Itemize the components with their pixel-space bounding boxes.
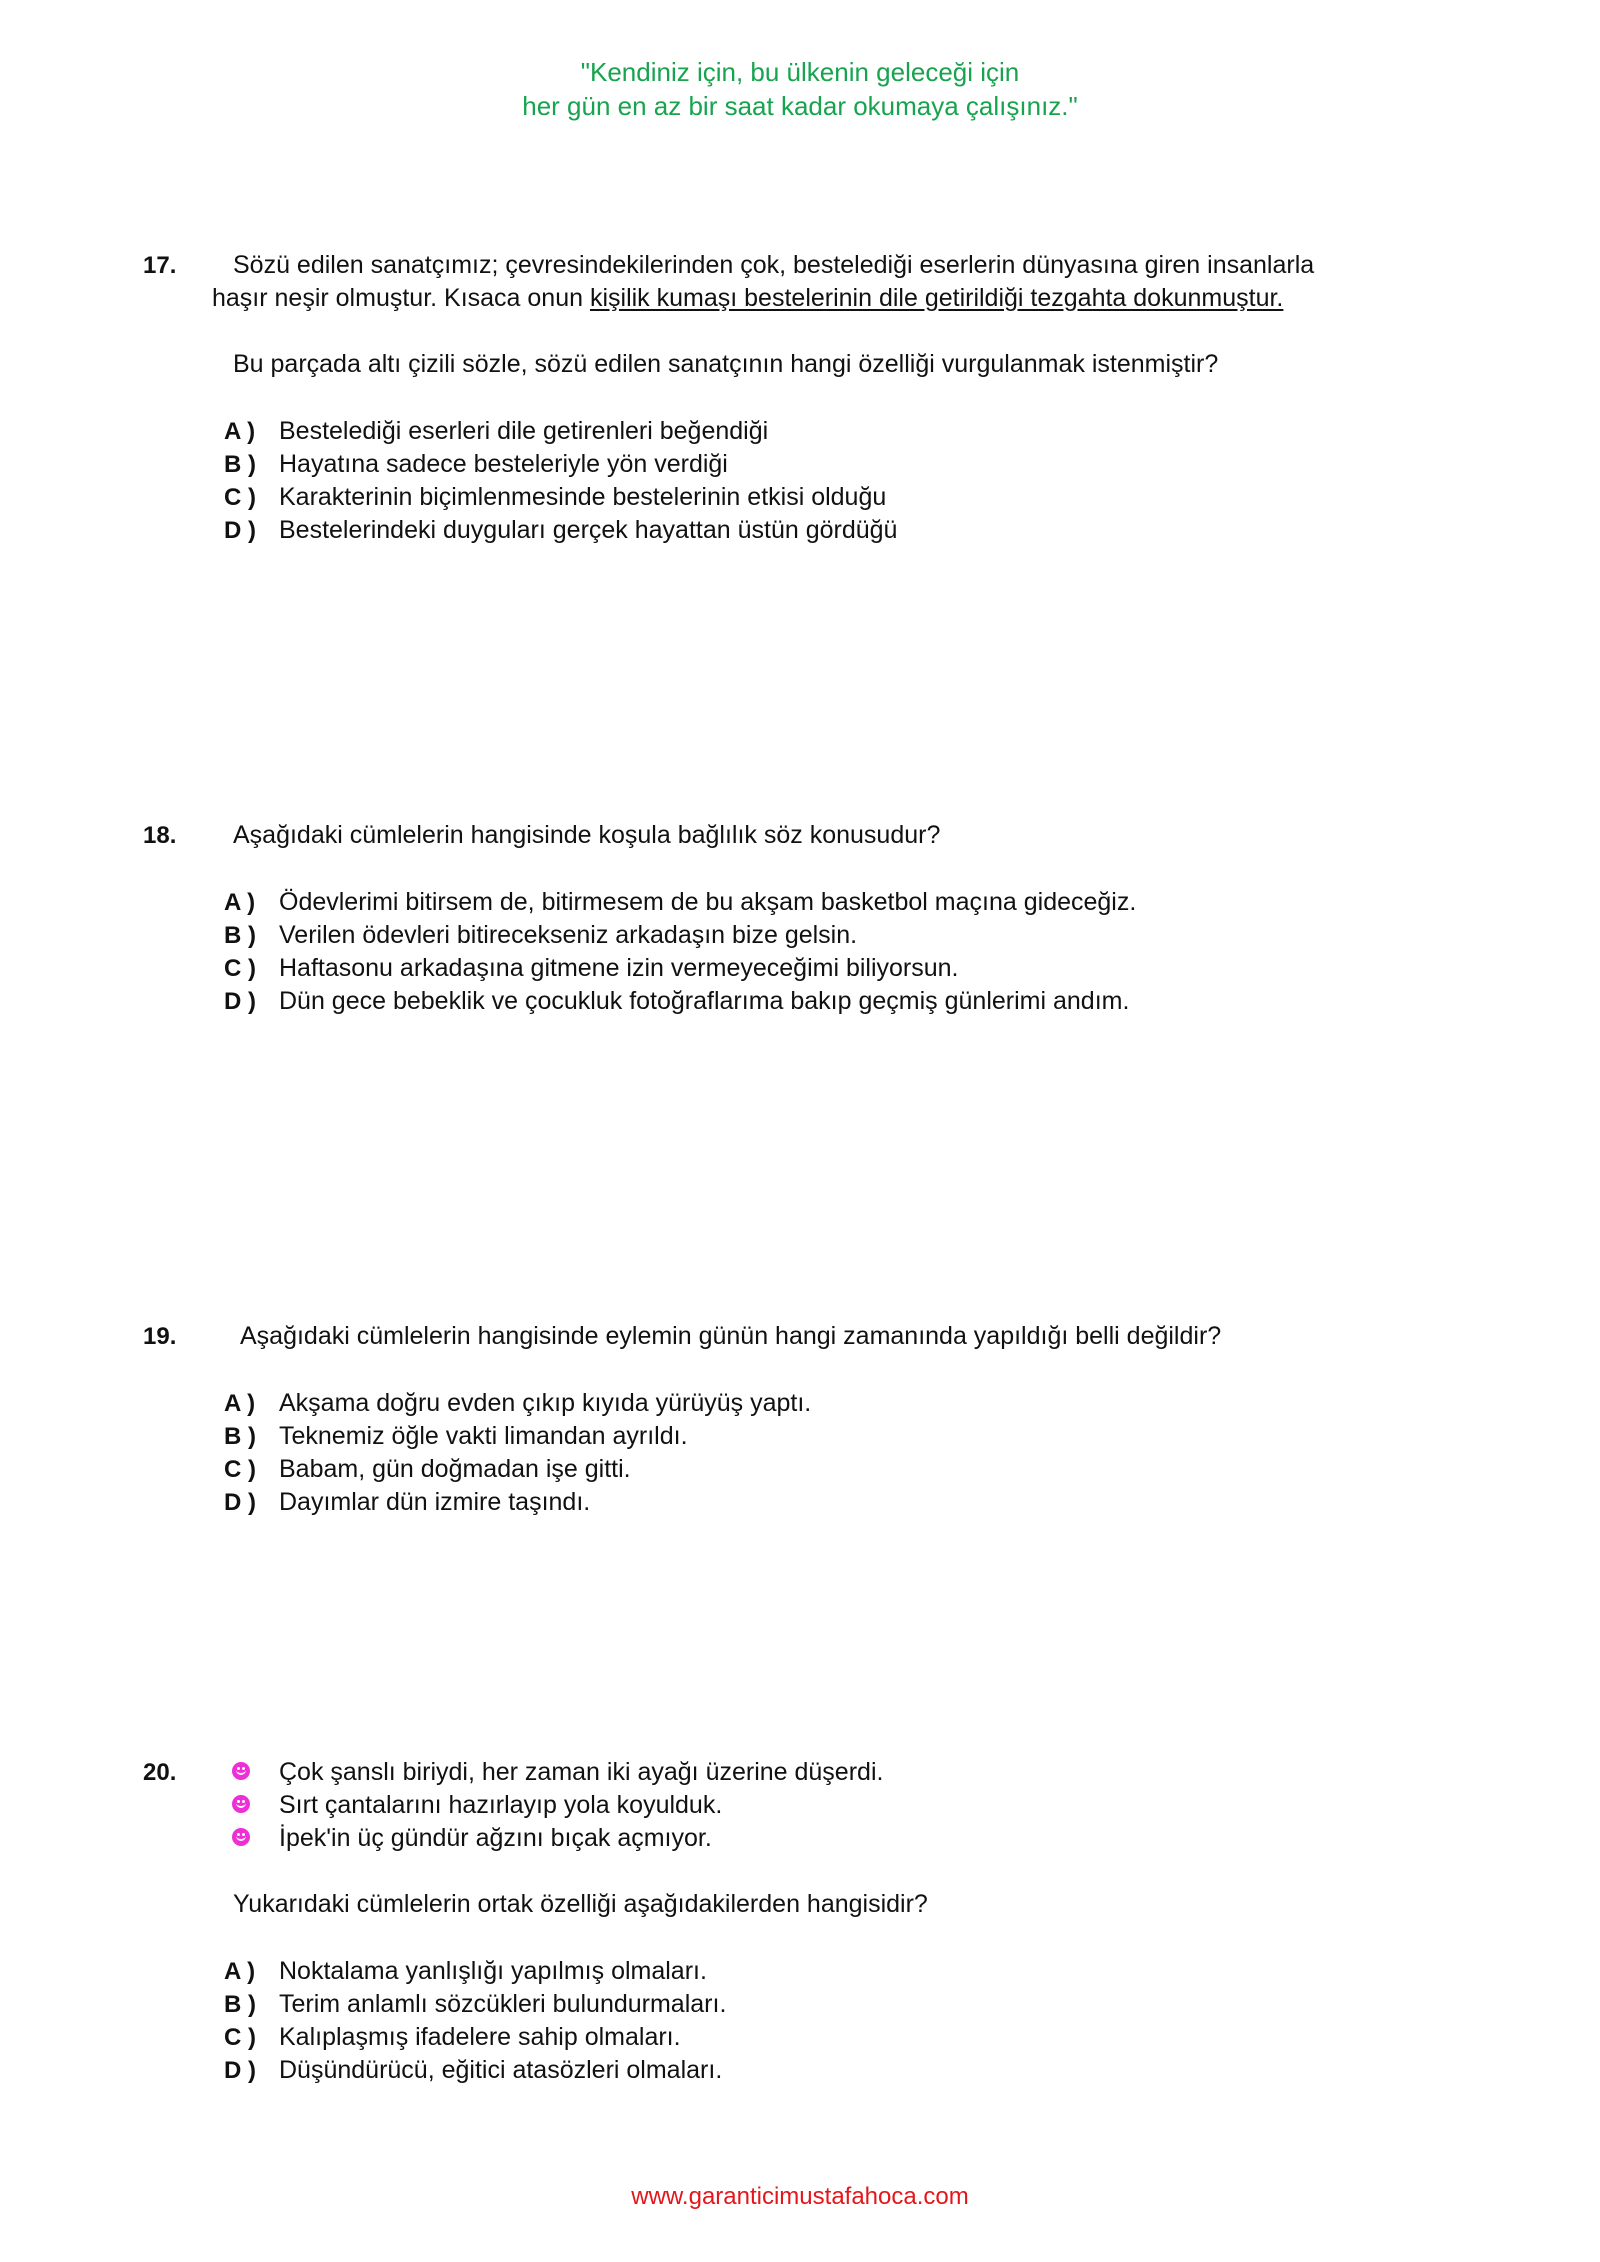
option-text: Akşama doğru evden çıkıp kıyıda yürüyüş yaptı. xyxy=(279,1389,812,1417)
option-c[interactable] xyxy=(224,952,959,985)
option-text: Verilen ödevleri bitirecekseniz arkadaşın bize gelsin. xyxy=(279,921,858,949)
header-quote xyxy=(0,55,1600,123)
smiley-bullet-icon xyxy=(232,1762,250,1780)
option-letter: D ) xyxy=(224,988,256,1015)
option-letter: C ) xyxy=(224,2024,256,2051)
sentence-text: İpek'in üç gündür ağzını bıçak açmıyor. xyxy=(279,1824,712,1852)
question-stem: Aşağıdaki cümlelerin hangisinde eylemin günün hangi zamanında yapıldığı belli değildir? xyxy=(240,1322,1222,1350)
smiley-bullet-icon xyxy=(232,1795,250,1813)
question-stem: Yukarıdaki cümlelerin ortak özelliği aşağıdakilerden hangisidir? xyxy=(233,1890,928,1918)
option-letter: B ) xyxy=(224,922,256,949)
option-d[interactable] xyxy=(224,985,1129,1018)
option-letter: D ) xyxy=(224,2057,256,2084)
sentence-item xyxy=(232,1789,723,1822)
option-b[interactable] xyxy=(224,1420,688,1453)
option-b[interactable] xyxy=(224,919,857,952)
smiley-bullet-icon xyxy=(232,1828,250,1846)
option-text: Bestelerindeki duyguları gerçek hayattan üstün gördüğü xyxy=(279,516,898,544)
question-stem: Aşağıdaki cümlelerin hangisinde koşula bağlılık söz konusudur? xyxy=(233,821,941,849)
option-letter: C ) xyxy=(224,1456,256,1483)
option-a[interactable] xyxy=(224,886,1136,919)
option-text: Ödevlerimi bitirsem de, bitirmesem de bu akşam basketbol maçına gideceğiz. xyxy=(279,888,1137,916)
option-text: Bestelediği eserleri dile getirenleri beğendiği xyxy=(279,417,769,445)
footer-website-link[interactable]: www.garanticimustafahoca.com xyxy=(631,2183,969,2210)
option-text: Teknemiz öğle vakti limandan ayrıldı. xyxy=(279,1422,688,1450)
option-text: Terim anlamlı sözcükleri bulundurmaları. xyxy=(279,1990,727,2018)
option-letter: B ) xyxy=(224,1991,256,2018)
option-text: Kalıplaşmış ifadelere sahip olmaları. xyxy=(279,2023,681,2051)
passage-plain-text: haşır neşir olmuştur. Kısaca onun xyxy=(212,284,590,312)
question-number: 20. xyxy=(143,1759,177,1786)
option-a[interactable] xyxy=(224,1387,811,1420)
option-text: Hayatına sadece besteleriyle yön verdiği xyxy=(279,450,728,478)
quote-line-1: "Kendiniz için, bu ülkenin geleceği için xyxy=(580,57,1020,87)
sentence-text: Çok şanslı biriydi, her zaman iki ayağı üzerine düşerdi. xyxy=(279,1758,884,1786)
option-letter: C ) xyxy=(224,484,256,511)
option-letter: A ) xyxy=(224,1958,256,1985)
quote-line-2: her gün en az bir saat kadar okumaya çalışınız." xyxy=(522,91,1078,121)
question-stem: Bu parçada altı çizili sözle, sözü edilen sanatçının hangi özelliği vurgulanmak istenmiştir? xyxy=(233,350,1219,378)
option-text: Karakterinin biçimlenmesinde bestelerinin etkisi olduğu xyxy=(279,483,887,511)
option-c[interactable] xyxy=(224,2021,681,2054)
option-text: Düşündürücü, eğitici atasözleri olmaları. xyxy=(279,2056,723,2084)
option-letter: D ) xyxy=(224,1489,256,1516)
option-letter: A ) xyxy=(224,889,256,916)
sentence-item xyxy=(232,1756,884,1789)
option-letter: D ) xyxy=(224,517,256,544)
sentence-item xyxy=(232,1822,712,1855)
passage-line-2 xyxy=(212,282,1283,315)
option-b[interactable] xyxy=(224,448,728,481)
option-d[interactable] xyxy=(224,2054,722,2087)
option-text: Noktalama yanlışlığı yapılmış olmaları. xyxy=(279,1957,707,1985)
option-a[interactable] xyxy=(224,1955,707,1988)
option-letter: A ) xyxy=(224,1390,256,1417)
option-c[interactable] xyxy=(224,1453,631,1486)
question-number: 19. xyxy=(143,1323,177,1350)
option-a[interactable] xyxy=(224,415,768,448)
question-number: 18. xyxy=(143,822,177,849)
option-letter: C ) xyxy=(224,955,256,982)
option-b[interactable] xyxy=(224,1988,726,2021)
question-number: 17. xyxy=(143,252,177,279)
option-d[interactable] xyxy=(224,514,897,547)
option-text: Haftasonu arkadaşına gitmene izin vermeyeceğimi biliyorsun. xyxy=(279,954,959,982)
option-text: Babam, gün doğmadan işe gitti. xyxy=(279,1455,631,1483)
passage-line-1: Sözü edilen sanatçımız; çevresindekilerinden çok, bestelediği eserlerin dünyasına giren insanlarla xyxy=(233,251,1315,279)
option-letter: A ) xyxy=(224,418,256,445)
underlined-phrase: kişilik kumaşı bestelerinin dile getirildiği tezgahta dokunmuştur. xyxy=(589,284,1284,312)
option-letter: B ) xyxy=(224,1423,256,1450)
option-letter: B ) xyxy=(224,451,256,478)
option-text: Dayımlar dün izmire taşındı. xyxy=(279,1488,591,1516)
sentence-text: Sırt çantalarını hazırlayıp yola koyulduk. xyxy=(279,1791,723,1819)
option-d[interactable] xyxy=(224,1486,590,1519)
option-c[interactable] xyxy=(224,481,886,514)
option-text: Dün gece bebeklik ve çocukluk fotoğraflarıma bakıp geçmiş günlerimi andım. xyxy=(279,987,1130,1015)
